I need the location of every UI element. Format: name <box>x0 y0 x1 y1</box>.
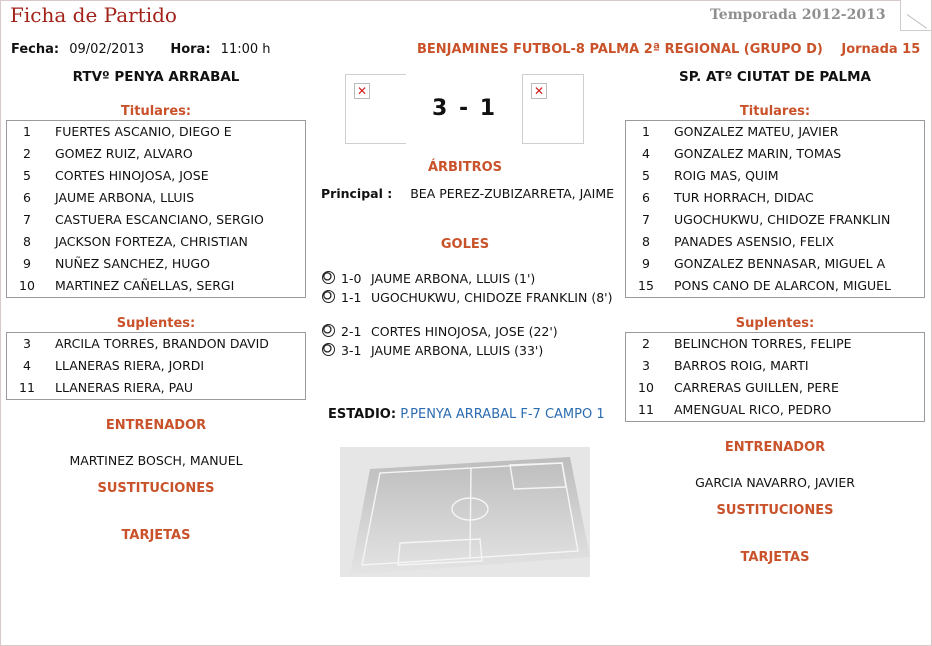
player-row <box>7 275 305 297</box>
player-name: ARCILA TORRES, BRANDON DAVID <box>55 336 269 351</box>
jornada: Jornada 15 <box>841 42 921 57</box>
stadium-link[interactable]: P.PENYA ARRABAL F-7 CAMPO 1 <box>400 407 605 422</box>
player-number: 8 <box>23 234 31 249</box>
home-suplentes-label: Suplentes: <box>116 316 196 331</box>
player-row <box>626 121 924 143</box>
player-name: AMENGUAL RICO, PEDRO <box>674 402 832 417</box>
home-entrenador: MARTINEZ BOSCH, MANUEL <box>69 453 243 468</box>
date-label: Fecha: <box>11 42 60 57</box>
player-number: 4 <box>23 358 31 373</box>
goal-score: 1-1 <box>341 290 362 305</box>
away-titulares-label: Titulares: <box>739 104 811 119</box>
player-name: CORTES HINOJOSA, JOSE <box>55 168 209 183</box>
football-icon <box>322 324 335 337</box>
player-row <box>626 143 924 165</box>
player-row <box>626 377 924 399</box>
match-score: 3 - 1 <box>432 96 498 121</box>
home-sustituciones-label: SUSTITUCIONES <box>97 481 215 496</box>
away-entrenador: GARCIA NAVARRO, JAVIER <box>695 475 855 490</box>
player-number: 4 <box>642 146 650 161</box>
player-row <box>626 165 924 187</box>
player-row <box>626 209 924 231</box>
stadium-row <box>328 407 605 422</box>
player-number: 1 <box>642 124 650 139</box>
player-number: 2 <box>642 336 650 351</box>
player-name: ROIG MAS, QUIM <box>674 168 779 183</box>
player-name: FUERTES ASCANIO, DIEGO E <box>55 124 232 139</box>
arbitros-label: ÁRBITROS <box>427 160 503 175</box>
player-row <box>7 187 305 209</box>
player-number: 15 <box>638 278 654 293</box>
away-sustituciones-label: SUSTITUCIONES <box>716 503 834 518</box>
player-number: 10 <box>638 380 654 395</box>
away-tarjetas-label: TARJETAS <box>740 550 810 565</box>
player-row <box>7 231 305 253</box>
time-label: Hora: <box>170 42 211 57</box>
page-title: Ficha de Partido <box>10 3 177 27</box>
away-suplentes-list <box>625 332 925 422</box>
player-name: LLANERAS RIERA, PAU <box>55 380 194 395</box>
player-number: 6 <box>642 190 650 205</box>
player-name: PANADES ASENSIO, FELIX <box>674 234 835 249</box>
player-name: BELINCHON TORRES, FELIPE <box>674 336 852 351</box>
player-name: CARRERAS GUILLEN, PERE <box>674 380 839 395</box>
player-number: 7 <box>642 212 650 227</box>
player-number: 5 <box>23 168 31 183</box>
player-name: TUR HORRACH, DIDAC <box>674 190 814 205</box>
referee-row <box>321 186 614 201</box>
player-number: 11 <box>638 402 654 417</box>
player-name: GOMEZ RUIZ, ALVARO <box>55 146 193 161</box>
player-number: 3 <box>642 358 650 373</box>
goal-item <box>322 270 621 287</box>
match-date: 09/02/2013 <box>69 42 145 57</box>
player-number: 1 <box>23 124 31 139</box>
player-row <box>626 253 924 275</box>
player-row <box>7 165 305 187</box>
goal-item <box>322 289 621 306</box>
player-name: GONZALEZ MATEU, JAVIER <box>674 124 839 139</box>
player-name: LLANERAS RIERA, JORDI <box>55 358 205 373</box>
player-number: 9 <box>23 256 31 271</box>
player-row <box>7 121 305 143</box>
player-row <box>626 355 924 377</box>
player-name: PONS CANO DE ALARCON, MIGUEL <box>674 278 892 293</box>
player-row <box>7 209 305 231</box>
match-time: 11:00 h <box>220 42 271 57</box>
player-number: 11 <box>19 380 35 395</box>
player-row <box>7 355 305 377</box>
player-name: MARTINEZ CAÑELLAS, SERGI <box>55 278 235 293</box>
player-name: BARROS ROIG, MARTI <box>674 358 809 373</box>
away-team-logo <box>522 74 584 144</box>
player-row <box>7 333 305 355</box>
player-name: GONZALEZ BENNASAR, MIGUEL A <box>674 256 886 271</box>
goal-scorer: JAUME ARBONA, LLUIS (33') <box>371 343 544 358</box>
home-suplentes-list <box>6 332 306 400</box>
season-label: Temporada 2012-2013 <box>710 7 886 23</box>
goal-scorer: JAUME ARBONA, LLUIS (1') <box>371 271 536 286</box>
referee-principal-label: Principal : <box>321 186 393 201</box>
goal-score: 3-1 <box>341 343 362 358</box>
player-number: 6 <box>23 190 31 205</box>
player-name: UGOCHUKWU, CHIDOZE FRANKLIN <box>674 212 891 227</box>
player-number: 7 <box>23 212 31 227</box>
player-row <box>626 187 924 209</box>
player-name: CASTUERA ESCANCIANO, SERGIO <box>55 212 264 227</box>
player-number: 2 <box>23 146 31 161</box>
home-team-name: RTVº PENYA ARRABAL <box>72 69 240 85</box>
home-team-logo <box>345 74 406 144</box>
player-number: 9 <box>642 256 650 271</box>
stadium-label: ESTADIO: <box>328 407 397 422</box>
pitch-image <box>340 447 590 577</box>
player-row <box>626 275 924 297</box>
goal-item <box>322 342 621 359</box>
football-icon <box>322 271 335 284</box>
football-icon <box>322 343 335 356</box>
goal-score: 1-0 <box>341 271 362 286</box>
player-row <box>7 377 305 399</box>
pitch-illustration <box>340 447 590 577</box>
referee-principal: BEA PEREZ-ZUBIZARRETA, JAIME <box>410 186 614 201</box>
football-icon <box>322 290 335 303</box>
broken-image-icon: ✕ <box>354 83 370 99</box>
player-row <box>7 143 305 165</box>
home-titulares-list <box>6 120 306 298</box>
player-name: JAUME ARBONA, LLUIS <box>55 190 195 205</box>
home-entrenador-label: ENTRENADOR <box>105 418 207 433</box>
competition-info <box>417 42 920 57</box>
player-number: 5 <box>642 168 650 183</box>
home-tarjetas-label: TARJETAS <box>121 528 191 543</box>
player-row <box>626 399 924 421</box>
player-row <box>626 231 924 253</box>
away-team-name: SP. ATº CIUTAT DE PALMA <box>679 69 871 85</box>
away-titulares-list <box>625 120 925 298</box>
player-name: JACKSON FORTEZA, CHRISTIAN <box>55 234 248 249</box>
home-titulares-label: Titulares: <box>120 104 192 119</box>
goal-scorer: UGOCHUKWU, CHIDOZE FRANKLIN (8') <box>371 290 613 305</box>
goal-item <box>322 323 621 340</box>
player-number: 3 <box>23 336 31 351</box>
away-entrenador-label: ENTRENADOR <box>724 440 826 455</box>
broken-image-icon: ✕ <box>531 83 547 99</box>
goal-score: 2-1 <box>341 324 362 339</box>
player-number: 10 <box>19 278 35 293</box>
goal-scorer: CORTES HINOJOSA, JOSE (22') <box>371 324 558 339</box>
player-name: GONZALEZ MARIN, TOMAS <box>674 146 842 161</box>
away-suplentes-label: Suplentes: <box>735 316 815 331</box>
match-datetime <box>11 42 271 57</box>
goles-label: GOLES <box>440 237 490 252</box>
player-number: 8 <box>642 234 650 249</box>
competition-name: BENJAMINES FUTBOL-8 PALMA 2ª REGIONAL (GRUPO D) <box>417 42 823 57</box>
player-name: NUÑEZ SANCHEZ, HUGO <box>55 256 210 271</box>
page-curl-icon <box>900 0 931 31</box>
player-row <box>7 253 305 275</box>
player-row <box>626 333 924 355</box>
